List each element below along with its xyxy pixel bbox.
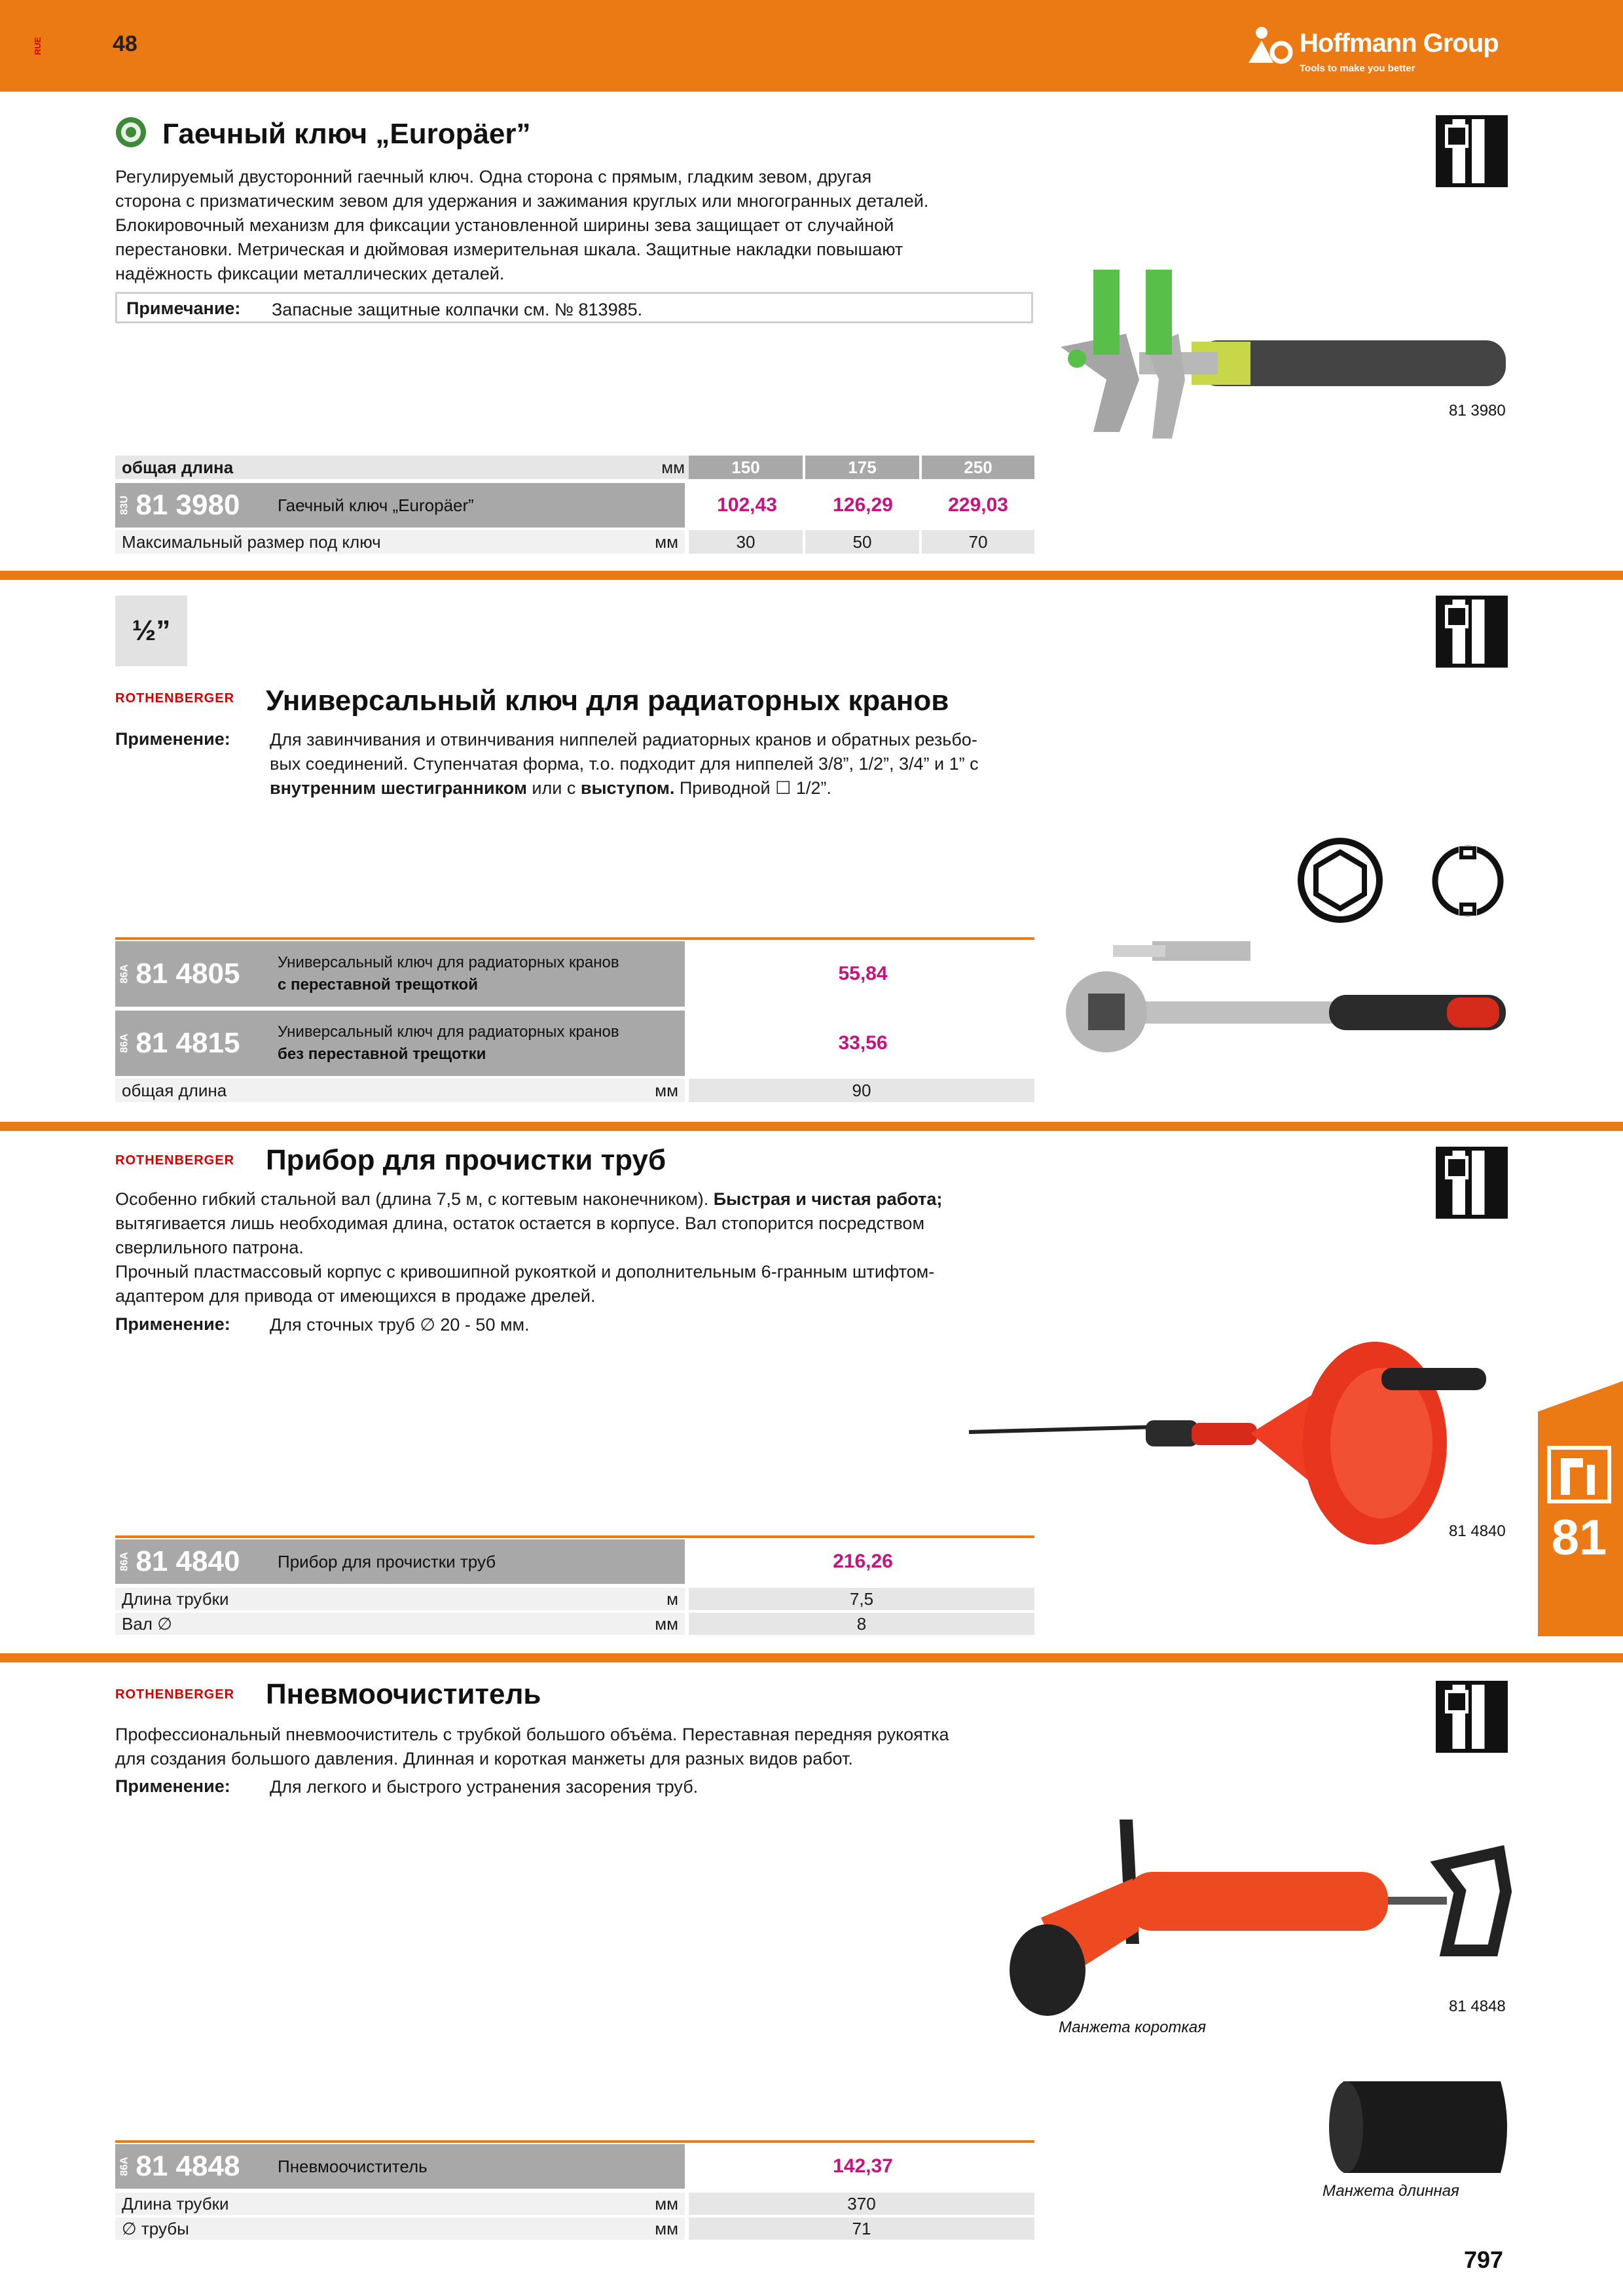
- table2-length-row: общая длина мм 90: [115, 1079, 1034, 1102]
- table1-header-row: общая длина мм 150 175 250: [115, 456, 1034, 479]
- note-box: [115, 292, 1033, 323]
- price-150: 102,43: [717, 494, 777, 516]
- table2-top-rule: [115, 937, 1034, 940]
- table4-top-rule: [115, 2140, 1034, 2143]
- section4-title: Пневмоочиститель: [266, 1678, 541, 1710]
- table-row: 86A 81 4815 Универсальный ключ для радиаторных кранов без переставной трещотки 33,56: [115, 1011, 1034, 1076]
- table3-spec-row: Вал ∅ мм 8: [115, 1613, 1034, 1635]
- section-divider: [0, 1653, 1623, 1662]
- note-label: Примечание:: [126, 298, 241, 318]
- size-250: 250: [922, 456, 1034, 479]
- section4-app-label: Применение:: [115, 1776, 230, 1796]
- price-814805: 55,84: [838, 963, 888, 984]
- note-text: Запасные защитные колпачки см. № 813985.: [272, 300, 643, 319]
- section2-title: Универсальный ключ для радиаторных кранов: [266, 685, 949, 717]
- table4-spec-row: ∅ трубы мм 71: [115, 2217, 1034, 2240]
- section4-app-text: Для легкого и быстрого устранения засорения труб.: [270, 1777, 699, 1797]
- long-cuff-image: [1317, 2075, 1514, 2179]
- brand-name: Hoffmann Group: [1300, 29, 1499, 58]
- article-number: 81 3980: [136, 489, 240, 521]
- article-number: 81 4848: [136, 2150, 240, 2182]
- price-814815: 33,56: [838, 1032, 888, 1054]
- qr-code-icon: [1436, 596, 1508, 668]
- image-ref-814840: 81 4840: [1449, 1522, 1506, 1540]
- caption-long-cuff: Манжета длинная: [1322, 2182, 1459, 2200]
- image-ref-813980: 81 3980: [1449, 402, 1506, 420]
- radiator-key-image: [1054, 929, 1512, 1054]
- section4-description: Профессиональный пневмоочиститель с трубкой большого объёма. Переставная передняя рукоятка для создания большого давления. Длинная и короткая манжеты для разных видов работ.: [115, 1725, 949, 1768]
- article-number: 81 4815: [136, 1027, 240, 1059]
- section3-app-label: Применение:: [115, 1314, 230, 1334]
- language-code: RUE: [33, 37, 43, 55]
- price-814840: 216,26: [833, 1551, 893, 1572]
- rothenberger-logo: ROTHENBERGER: [115, 1687, 235, 1702]
- wrench-image: [1048, 268, 1519, 465]
- table4-spec-row: Длина трубки мм 370: [115, 2193, 1034, 2215]
- section1-description: Регулируемый двусторонний гаечный ключ. Одна сторона с прямым, гладким зевом, другая сторона с призматическим зевом для удержания и зажимания круглых или многогранных деталей. Блокировочный механизм для фиксации установленной ширины зева защищает от случайной перестановки. Метрическая и дюймовая измерительная шкала. Защитные накладки повышают надёжность фиксации металлических деталей.: [115, 167, 929, 283]
- table-row: 86A 81 4805 Универсальный ключ для радиаторных кранов с переставной трещоткой 55,84: [115, 941, 1034, 1007]
- plumbing-tools-icon: [1546, 1445, 1612, 1504]
- table-row: 83U 81 3980 Гаечный ключ „Europäer” 102,43 126,29 229,03: [115, 483, 1034, 528]
- drain-cleaner-image: [962, 1329, 1512, 1545]
- price-175: 126,29: [833, 494, 893, 516]
- caption-short-cuff: Манжета короткая: [1059, 2018, 1207, 2036]
- article-number: 81 4840: [136, 1545, 240, 1577]
- section3-title: Прибор для прочистки труб: [266, 1144, 666, 1176]
- section-divider: [0, 571, 1623, 580]
- price-814848: 142,37: [833, 2155, 893, 2177]
- chapter-number: 81: [1551, 1510, 1607, 1566]
- size-175: 175: [805, 456, 919, 479]
- bolt-socket-icon: [1431, 844, 1504, 918]
- hoffmann-logo-icon: [1247, 26, 1294, 64]
- image-ref-814848: 81 4848: [1449, 1998, 1506, 2015]
- brand-tagline: Tools to make you better: [1300, 63, 1415, 74]
- section-divider: [0, 1122, 1623, 1131]
- section3-app-text: Для сточных труб ∅ 20 - 50 мм.: [270, 1315, 530, 1335]
- section1-title: Гаечный ключ „Europäer”: [162, 118, 531, 150]
- page-number-top: 48: [113, 31, 137, 56]
- table1-max-row: Максимальный размер под ключ мм 30 50 70: [115, 530, 1034, 554]
- chapter-tab: [1538, 1381, 1623, 1636]
- size-150: 150: [689, 456, 803, 479]
- drive-size-badge: ½”: [115, 596, 187, 666]
- page-number: 797: [1464, 2246, 1504, 2273]
- section2-app-label: Применение:: [115, 729, 230, 749]
- section3-description: Особенно гибкий стальной вал (длина 7,5 м, с когтевым наконечником). Быстрая и чистая работа; вытягивается лишь необходимая длина, остаток остается в корпусе. Вал стопорится посредством сверлильного патрона. Прочный пластмассовый корпус с кривошипной рукояткой и дополнительным 6-гранным штифтом- адаптером для привода от имеющихся в продаже дрелей.: [115, 1189, 943, 1306]
- price-250: 229,03: [948, 494, 1008, 516]
- table3-spec-row: Длина трубки м 7,5: [115, 1588, 1034, 1610]
- rothenberger-logo: ROTHENBERGER: [115, 691, 235, 706]
- hex-socket-icon: [1298, 838, 1383, 923]
- table-row: 86A 81 4840 Прибор для прочистки труб 216,26: [115, 1539, 1034, 1584]
- rothenberger-logo: ROTHENBERGER: [115, 1153, 235, 1168]
- plunger-image: [962, 1813, 1519, 2022]
- qr-code-icon: [1436, 1681, 1508, 1753]
- section2-app-text: Для завинчивания и отвинчивания ниппелей радиаторных кранов и обратных резьбо- вых соединений. Ступенчатая форма, т.о. подходит для ниппелей 3/8”, 1/2”, 3/4” и 1” с внутренним шестигранником или с выступом. Приводной ☐ 1/2”.: [270, 730, 979, 798]
- article-number: 81 4805: [136, 958, 240, 990]
- table3-top-rule: [115, 1535, 1034, 1538]
- table-row: 86A 81 4848 Пневмоочиститель 142,37: [115, 2144, 1034, 2189]
- qr-code-icon: [1436, 1147, 1508, 1219]
- qr-code-icon: [1436, 115, 1508, 187]
- quality-seal-icon: [115, 117, 147, 148]
